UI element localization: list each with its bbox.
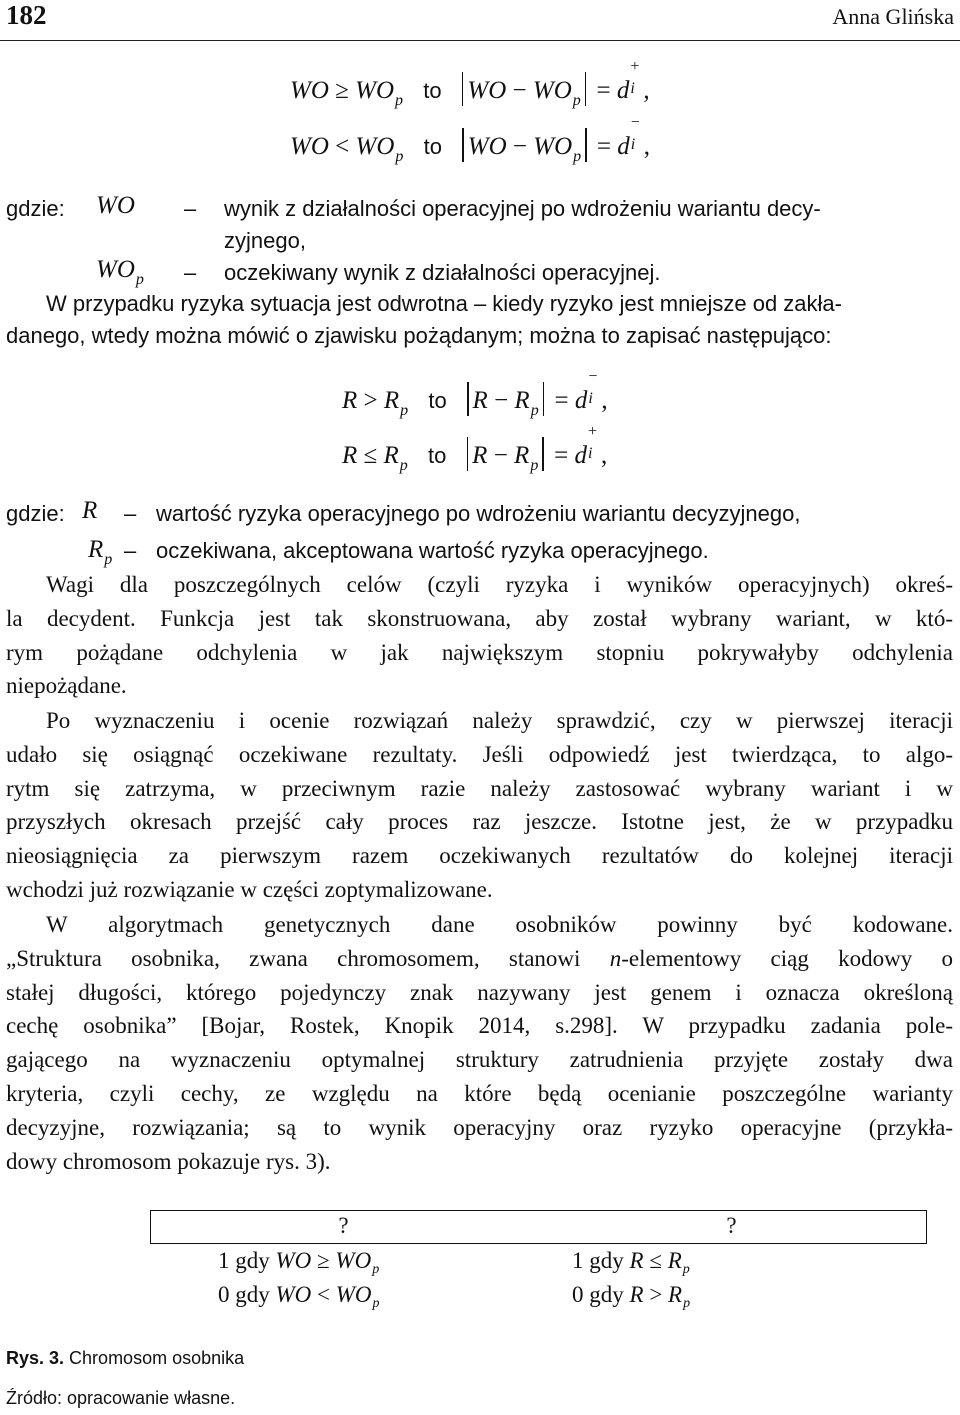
legend1-gdzie: gdzie:: [6, 196, 65, 221]
legend1-dash1: –: [184, 196, 197, 221]
legend2-dash1: –: [124, 501, 137, 526]
legend2-symbol-r: R: [82, 497, 98, 524]
legend1-def1-line1: wynik z działalności operacyjnej po wdrożeniu wariantu decy-: [224, 196, 821, 221]
legend2-gdzie: gdzie:: [6, 501, 65, 526]
gene1-rule-1: 1 gdy WO ≥ $WO_p$: [218, 1248, 380, 1277]
legend1-dash2: –: [184, 260, 197, 285]
legend2-def2: oczekiwana, akceptowana wartość ryzyka operacyjnego.: [156, 538, 709, 563]
legend2-dash2: –: [124, 538, 137, 563]
body-paragraph-2: Po wyznaczeniu i ocenie rozwiązań należy sprawdzić, czy w pierwszej iteracji udało się osiągnąć oczekiwane rezultaty. Jeśli odpowiedź jest twierdząca, to algo- rytm się zatrzyma, w przeciwnym razie należy zastosować wybrany wariant i w przyszłych okresach przejść cały proces raz jeszcze. Istotne jest, że w przypadku nieosiągnięcia za pierwszym razem oczekiwanych rezultatów do kolejnej iteracji wchodzi już rozwiązanie w części zoptymalizowane.: [6, 708, 953, 902]
legend1-symbol-wo: WO: [96, 192, 135, 219]
gene2-rule-1: 1 gdy $R \le R_p$: [572, 1248, 690, 1277]
gene2-rule-2: 0 gdy $R > R_p$: [572, 1282, 691, 1311]
chromosome-gene-2: ?: [726, 1213, 737, 1238]
page-number: 182: [6, 0, 47, 30]
legend1-def2: oczekiwany wynik z działalności operacyjnej.: [224, 260, 661, 285]
gene1-rule-2: 0 gdy WO < $WO_p$: [218, 1282, 380, 1311]
legend2-symbol-rp: $R_p$: [88, 536, 113, 568]
equation-wo-ge: WO ≥ $WO_p$ to WO − $WO_p = d$ + i ,: [290, 58, 650, 109]
running-header-author: Anna Glińska: [832, 4, 954, 29]
header-rule: [0, 40, 960, 41]
legend2-def1: wartość ryzyka operacyjnego po wdrożeniu wariantu decyzyjnego,: [156, 501, 801, 526]
para1-line1: W przypadku ryzyka sytuacja jest odwrotna – kiedy ryzyko jest mniejsze od zakła-: [46, 291, 842, 316]
para1-line2: danego, wtedy można mówić o zjawisku pożądanym; można to zapisać następująco:: [6, 323, 832, 348]
figure-caption: Rys. 3. Chromosom osobnika: [6, 1348, 245, 1368]
legend1-def1-line2: zyjnego,: [224, 228, 306, 253]
equation-r-gt: $R > R_p$ to $R - R_p = d$ − i ,: [342, 368, 608, 419]
equation-r-le: $R \le R_p$ to $R - R_p = d$ + i ,: [342, 423, 608, 474]
figure-source: Źródło: opracowanie własne.: [6, 1388, 236, 1408]
body-paragraph-1: Wagi dla poszczególnych celów (czyli ryzyka i wyników operacyjnych) okreś- la decydent. Funkcja jest tak skonstruowana, aby został wybrany wariant, w któ- rym pożądane odchylenia w jak największym stopniu pokrywałyby odchylenia niepożądane.: [6, 572, 953, 699]
legend1-symbol-wop: $WO_p$: [96, 256, 144, 288]
body-paragraph-3: W algorytmach genetycznych dane osobników powinny być kodowane. „Struktura osobnika, zwana chromosomem, stanowi n-elementowy ciąg kodowy o stałej długości, którego pojedynczy znak nazywany jest genem i oznacza określoną cechę osobnika” [Bojar, Rostek, Knopik 2014, s.298]. W przypadku zadania pole- gającego na wyznaczeniu optymalnej struktury zatrudnienia przyjęte zostały dwa kryteria, czyli cechy, ze względu na które będą ocenianie poszczególne warianty decyzyjne, rozwiązania; są to wynik operacyjny oraz ryzyko operacyjne (przykła- dowy chromosom pokazuje rys. 3).: [6, 912, 953, 1174]
chromosome-gene-1: ?: [338, 1213, 349, 1238]
equation-wo-lt: WO < $WO_p$ to WO − $WO_p = d$ − i ,: [290, 114, 650, 165]
